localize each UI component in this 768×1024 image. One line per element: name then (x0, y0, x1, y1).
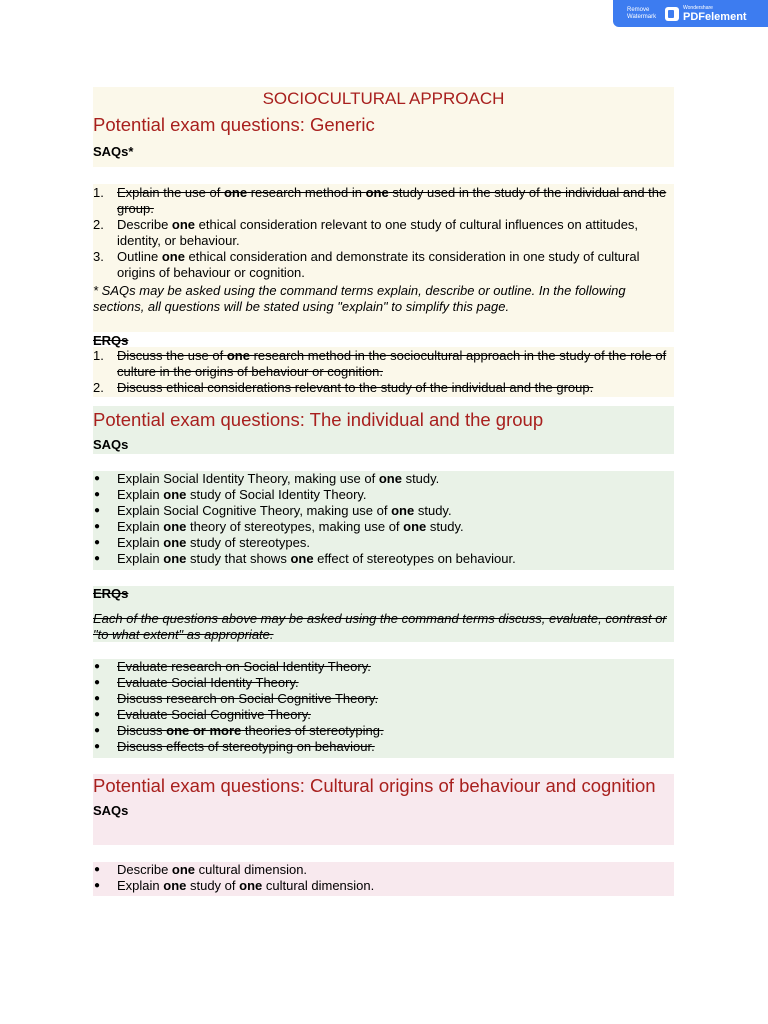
item-text: ethical consideration and demonstrate its consideration in one study of cultural origins of behaviour or cognition. (117, 249, 640, 280)
bullet-icon: ● (94, 677, 101, 688)
bullet-icon: ● (94, 725, 101, 736)
emphasis-text: one or more (166, 723, 242, 738)
emphasis-text: one (226, 348, 250, 363)
emphasis-text: one (163, 535, 187, 550)
cultural-header-block (93, 774, 674, 845)
bullet-icon: ● (94, 537, 101, 548)
item-text: cultural dimension. (195, 862, 308, 877)
item-text: Discuss effects of stereotyping on behaviour. (117, 739, 375, 754)
item-text: Evaluate Social Cognitive Theory. (117, 707, 311, 722)
emphasis-text: one (163, 551, 187, 566)
individual-erq-header-block (93, 586, 674, 642)
item-text: research method in (247, 185, 366, 200)
generic-erq-label: ERQs (93, 333, 129, 348)
brand-name: PDFelement (683, 10, 747, 23)
individual-heading: Potential exam questions: The individual and the group (93, 409, 544, 430)
item-text: Outline (117, 249, 162, 264)
bullet-icon: ● (94, 473, 101, 484)
list-item (93, 878, 674, 894)
list-item (93, 217, 674, 249)
item-text: cultural dimension. (262, 878, 375, 893)
generic-erq-block (93, 347, 674, 397)
item-text: Explain the use of (117, 185, 224, 200)
bullet-icon: ● (94, 489, 101, 500)
item-number: 2. (93, 217, 104, 232)
item-text: Discuss research on Social Cognitive Theory. (117, 691, 379, 706)
individual-erq-list (93, 659, 674, 755)
list-item (93, 691, 674, 707)
list-item (93, 723, 674, 739)
list-item (93, 380, 674, 396)
pdfelement-logo-icon (665, 7, 679, 21)
item-text: study. (401, 471, 440, 486)
list-item (93, 675, 674, 691)
emphasis-text: one (403, 519, 427, 534)
item-text: ethical consideration relevant to one study of cultural influences on attitudes, identity, or behaviour. (117, 217, 639, 248)
bullet-icon: ● (94, 880, 101, 891)
bullet-icon: ● (94, 693, 101, 704)
generic-heading: Potential exam questions: Generic (93, 114, 375, 135)
item-text: Explain (117, 519, 164, 534)
item-text: study used in the study of the individual and the group. (117, 185, 667, 216)
emphasis-text: one (239, 878, 263, 893)
individual-erq-label: ERQs (93, 586, 129, 601)
item-text: Describe (117, 217, 172, 232)
individual-saq-label: SAQs (93, 437, 129, 452)
item-text: research method in the sociocultural approach in the study of the role of culture in the origins of behaviour or cognition. (117, 348, 667, 379)
item-number: 1. (93, 348, 104, 363)
bullet-icon: ● (94, 661, 101, 672)
item-text: Explain (117, 878, 164, 893)
item-text: Evaluate research on Social Identity Theory. (117, 659, 371, 674)
page-title: SOCIOCULTURAL APPROACH (262, 89, 505, 108)
bullet-icon: ● (94, 709, 101, 720)
generic-saq-list (93, 185, 674, 281)
generic-saq-note: * SAQs may be asked using the command terms explain, describe or outline. In the following sections, all questions will be stated using "explain" to simplify this page. (93, 283, 626, 314)
generic-header-block (93, 87, 674, 167)
bullet-icon: ● (94, 521, 101, 532)
cultural-saq-label: SAQs (93, 803, 129, 818)
item-text: theories of stereotyping. (241, 723, 384, 738)
cultural-saq-list (93, 862, 674, 894)
list-item (93, 707, 674, 723)
item-number: 2. (93, 380, 104, 395)
list-item (93, 185, 674, 217)
emphasis-text: one (223, 185, 248, 200)
individual-erq-block (93, 659, 674, 758)
list-item (93, 348, 674, 380)
emphasis-text: one (161, 249, 185, 264)
emphasis-text: one (391, 503, 415, 518)
item-text: study of Social Identity Theory. (186, 487, 367, 502)
emphasis-text: one (163, 519, 187, 534)
emphasis-text: one (378, 471, 402, 486)
list-item (93, 535, 674, 551)
item-text: theory of stereotypes, making use of (186, 519, 404, 534)
generic-erq-list (93, 348, 674, 396)
item-number: 1. (93, 185, 104, 200)
list-item (93, 487, 674, 503)
item-text: Explain (117, 535, 164, 550)
emphasis-text: one (171, 862, 196, 877)
generic-saq-label: SAQs* (93, 144, 134, 159)
cultural-heading: Potential exam questions: Cultural origins of behaviour and cognition (93, 775, 656, 796)
bullet-icon: ● (94, 864, 101, 875)
item-text: study. (426, 519, 464, 534)
item-text: Discuss (117, 723, 167, 738)
emphasis-text: one (365, 185, 389, 200)
item-text: study of (186, 878, 240, 893)
item-text: Discuss ethical considerations relevant to the study of the individual and the group. (117, 380, 594, 395)
list-item (93, 551, 674, 567)
item-text: Evaluate Social Identity Theory. (117, 675, 299, 690)
brand (683, 5, 747, 23)
individual-saq-list (93, 471, 674, 567)
list-item (93, 862, 674, 878)
emphasis-text: one (163, 878, 187, 893)
item-text: study of stereotypes. (186, 535, 310, 550)
item-text: Explain Social Cognitive Theory, making use of (117, 503, 392, 518)
watermark-badge[interactable] (613, 0, 768, 27)
list-item (93, 503, 674, 519)
list-item (93, 519, 674, 535)
bullet-icon: ● (94, 553, 101, 564)
list-item (93, 249, 674, 281)
item-text: Explain Social Identity Theory, making use of (117, 471, 379, 486)
item-text: Explain (117, 551, 164, 566)
item-text: study. (414, 503, 452, 518)
emphasis-text: one (290, 551, 314, 566)
item-text: Discuss the use of (117, 348, 227, 363)
cultural-saq-block (93, 862, 674, 896)
individual-header-block (93, 406, 674, 454)
brand-small: Wondershare (683, 4, 713, 11)
item-text: effect of stereotypes on behaviour. (313, 551, 516, 566)
item-text: study that shows (186, 551, 291, 566)
list-item (93, 471, 674, 487)
item-number: 3. (93, 249, 104, 264)
individual-erq-note: Each of the questions above may be asked using the command terms discuss, evaluate, contrast or "to what extent" as appropriate. (93, 611, 667, 642)
remove-watermark-label[interactable]: Remove Watermark (627, 6, 657, 20)
document-page (93, 87, 674, 896)
generic-saq-block (93, 184, 674, 348)
item-text: Describe (117, 862, 172, 877)
list-item (93, 739, 674, 755)
item-text: Explain (117, 487, 164, 502)
bullet-icon: ● (94, 505, 101, 516)
emphasis-text: one (163, 487, 187, 502)
bullet-icon: ● (94, 741, 101, 752)
emphasis-text: one (171, 217, 196, 232)
individual-saq-block (93, 471, 674, 570)
list-item (93, 659, 674, 675)
